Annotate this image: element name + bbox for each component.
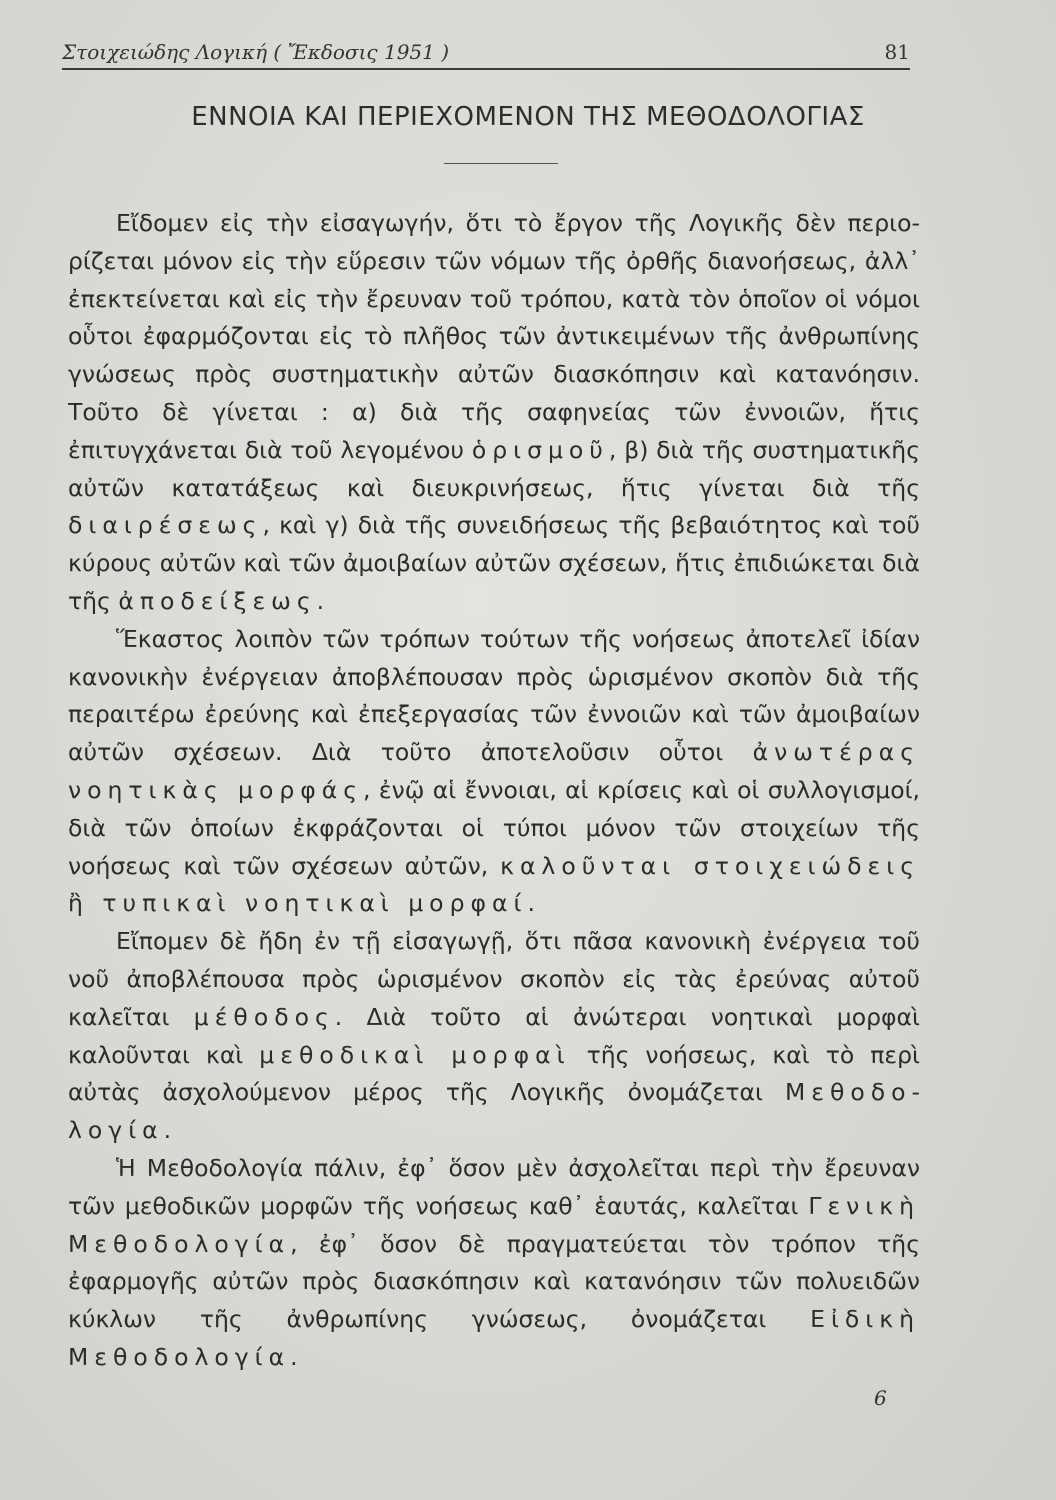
text-run: Εἴδομεν εἰς τὴν εἰσαγωγήν, ὅτι τὸ ἔργον τῆς Λογικῆς δὲν περιορίζεται μόνον εἰς τὴν εὕρεσιν τῶν νόμων τῆς ὀρθῆς διανοήσεως, ἀλλ᾽ ἐπεκτείνεται καὶ εἰς τὴν ἔρευναν τοῦ τρόπου, κατὰ τὸν ὁποῖον οἱ νόμοι οὗτοι ἐφαρμόζονται εἰς τὸ πλῆθος τῶν ἀντικειμένων τῆς ἀνθρωπίνης γνώσεως πρὸς συστηματικὴν αὐτῶν διασκόπησιν καὶ κατανόησιν. Τοῦτο δὲ γίνεται : α) διὰ τῆς σαφηνείας τῶν ἐννοιῶν, ἥτις ἐπιτυγχάνεται διὰ τοῦ λεγομένου	[68, 209, 920, 464]
text-run: , ἐνῷ αἱ ἔννοιαι, αἱ κρίσεις καὶ οἱ συλλογισμοί, διὰ τῶν ὁποίων ἐκφράζονται οἱ τύποι μόνον τῶν στοιχείων τῆς νοήσεως καὶ τῶν σχέσεων αὐτῶν,	[68, 775, 920, 880]
chapter-title: ΕΝΝΟΙΑ ΚΑΙ ΠΕΡΙΕΧΟΜΕΝΟΝ ΤΗΣ ΜΕΘΟΔΟΛΟΓΙΑΣ	[191, 102, 865, 132]
signature-mark: 6	[874, 1386, 887, 1410]
running-header	[62, 34, 910, 70]
text-run: Ἡ Μεθοδολογία πάλιν, ἐφ᾽ ὅσον μὲν ἀσχολεῖται περὶ τὴν ἔρευναν τῶν μεθοδικῶν μορφῶν τῆς νοήσεως καθ᾽ ἑαυτάς, καλεῖται	[68, 1153, 920, 1220]
spaced-term: διαιρέσεως	[68, 511, 263, 540]
text-run: .	[290, 1342, 298, 1371]
text-run: .	[316, 586, 325, 615]
paragraph-1	[68, 205, 920, 621]
paragraph-2	[68, 621, 920, 923]
text-run: .	[527, 889, 535, 918]
text-run: Εἴπομεν δὲ ἤδη ἐν τῇ εἰσαγωγῇ, ὅτι πᾶσα κανονικὴ ἐνέργεια τοῦ νοῦ ἀποβλέπουσα πρὸς ὡρισμένον σκοπὸν εἰς τὰς ἐρεύνας αὐτοῦ καλεῖται	[68, 927, 920, 1031]
page-number: 81	[884, 40, 910, 64]
text-run: τῆς νοήσεως, καὶ τὸ περὶ αὐτὰς ἀσχολούμενον μέρος τῆς Λογικῆς ὀνομάζεται	[68, 1040, 920, 1107]
text-run: Ἕκαστος λοιπὸν τῶν τρόπων τούτων τῆς νοήσεως ἀποτελεῖ ἰδίαν κανονικὴν ἐνέργειαν ἀποβλέπουσαν πρὸς ὡρισμένον σκοπὸν διὰ τῆς περαιτέρω ἐρεύνης καὶ ἐπεξεργασίας τῶν ἐννοιῶν καὶ τῶν ἀμοιβαίων αὐτῶν σχέσεων. Διὰ τοῦτο ἀποτελοῦσιν οὗτοι	[68, 624, 920, 767]
text-run: .	[163, 1116, 172, 1145]
spaced-term: Μεθοδολογία	[68, 1078, 920, 1145]
spaced-term: ἀποδείξεως	[118, 586, 317, 615]
text-run: , β) διὰ τῆς συστηματικῆς αὐτῶν κατατάξεως καὶ διευκρινήσεως, ἥτις γίνεται διὰ τῆς	[68, 435, 920, 502]
spaced-term: καλοῦνται στοιχειώδεις ἢ τυπικαὶ νοητικαὶ μορφαί	[68, 851, 920, 918]
running-title: Στοιχειώδης Λογική ( Ἔκδοσις 1951 )	[62, 40, 450, 64]
paragraph-3	[68, 923, 920, 1150]
text-run: , ἐφ᾽ ὅσον δὲ πραγματεύεται τὸν τρόπον τῆς ἐφαρμογῆς αὐτῶν πρὸς διασκόπησιν καὶ κατανόησιν τῶν πολυειδῶν κύκλων τῆς ἀνθρωπίνης γνώσεως, ὀνομάζεται	[68, 1229, 920, 1334]
spaced-term: Γενικὴ Μεθοδολογία	[68, 1191, 920, 1258]
spaced-term: Εἰδικὴ Μεθοδολογία	[68, 1305, 920, 1371]
spaced-term: ὁρισμοῦ	[471, 435, 609, 464]
spaced-term: ἀνωτέρας νοητικὰς μορφάς	[68, 738, 920, 804]
body-text	[68, 205, 920, 1377]
title-divider	[444, 163, 558, 164]
text-run: . Διὰ τοῦτο αἱ ἀνώτεραι νοητικαὶ μορφαὶ καλοῦνται καὶ	[68, 1002, 920, 1069]
spaced-term: μέθοδος	[193, 1002, 335, 1031]
paragraph-4	[68, 1150, 920, 1377]
text-run: , καὶ γ) διὰ τῆς συνειδήσεως τῆς βεβαιότητος καὶ τοῦ κύρους αὐτῶν καὶ τῶν ἀμοιβαίων αὐτῶν σχέσεων, ἥτις ἐπιδιώκεται διὰ τῆς	[68, 511, 920, 615]
spaced-term: μεθοδικαὶ μορφαὶ	[259, 1040, 571, 1069]
